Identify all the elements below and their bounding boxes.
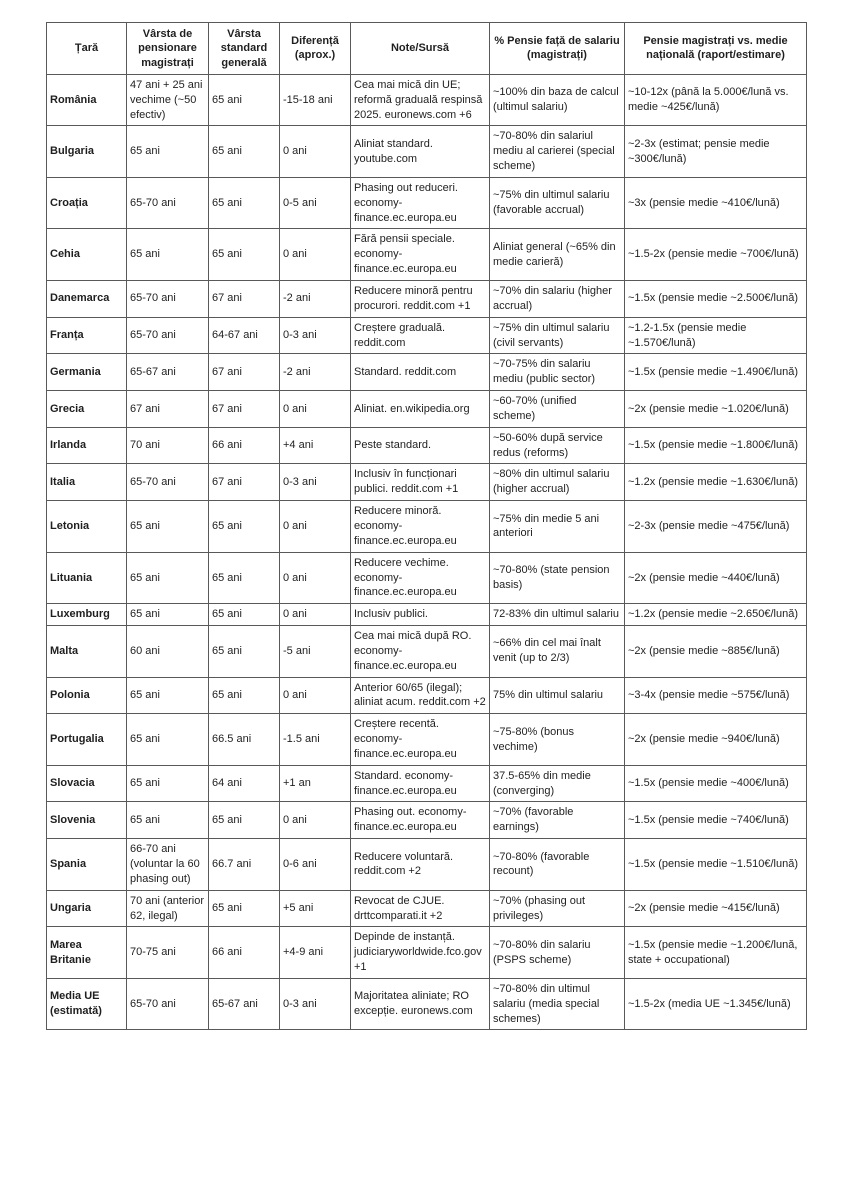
- age-standard-cell: 65 ani: [209, 74, 280, 126]
- age-standard-cell: 65-67 ani: [209, 978, 280, 1030]
- difference-cell: 0 ani: [280, 604, 351, 626]
- country-cell: Irlanda: [47, 427, 127, 464]
- age-standard-cell: 65 ani: [209, 677, 280, 714]
- difference-cell: -5 ani: [280, 626, 351, 678]
- table-row: [47, 74, 807, 126]
- age-standard-cell: 67 ani: [209, 464, 280, 501]
- notes-cell: Fără pensii speciale. economy-finance.ec.europa.eu: [351, 229, 490, 281]
- difference-cell: 0 ani: [280, 677, 351, 714]
- difference-cell: -2 ani: [280, 354, 351, 391]
- column-header: Note/Sursă: [351, 23, 490, 75]
- pension-ratio-cell: ~1.2-1.5x (pensie medie ~1.570€/lună): [625, 317, 807, 354]
- age-standard-cell: 66.7 ani: [209, 839, 280, 891]
- pension-pct-cell: ~70-80% (favorable recount): [490, 839, 625, 891]
- pension-pct-cell: 72-83% din ultimul salariu: [490, 604, 625, 626]
- table-row: [47, 890, 807, 927]
- pension-pct-cell: 75% din ultimul salariu: [490, 677, 625, 714]
- difference-cell: +4-9 ani: [280, 927, 351, 979]
- age-magistrates-cell: 65 ani: [127, 126, 209, 178]
- notes-cell: Phasing out. economy-finance.ec.europa.eu: [351, 802, 490, 839]
- pension-ratio-cell: ~2x (pensie medie ~940€/lună): [625, 714, 807, 766]
- pension-pct-cell: ~70-80% din salariu (PSPS scheme): [490, 927, 625, 979]
- pension-pct-cell: ~60-70% (unified scheme): [490, 391, 625, 428]
- column-header: Vârsta de pensionare magistrați: [127, 23, 209, 75]
- country-cell: Italia: [47, 464, 127, 501]
- notes-cell: Depinde de instanță. judiciaryworldwide.fco.gov +1: [351, 927, 490, 979]
- country-cell: Cehia: [47, 229, 127, 281]
- header-row: [47, 23, 807, 75]
- pension-pct-cell: ~75% din medie 5 ani anteriori: [490, 501, 625, 553]
- table-row: [47, 714, 807, 766]
- column-header: % Pensie față de salariu (magistrați): [490, 23, 625, 75]
- table-row: [47, 427, 807, 464]
- pension-ratio-cell: ~10-12x (până la 5.000€/lună vs. medie ~425€/lună): [625, 74, 807, 126]
- pension-ratio-cell: ~1.5-2x (media UE ~1.345€/lună): [625, 978, 807, 1030]
- table-row: [47, 765, 807, 802]
- age-standard-cell: 66 ani: [209, 927, 280, 979]
- pension-ratio-cell: ~2x (pensie medie ~440€/lună): [625, 552, 807, 604]
- table-row: [47, 839, 807, 891]
- table-row: [47, 978, 807, 1030]
- column-header: Țară: [47, 23, 127, 75]
- country-cell: Danemarca: [47, 281, 127, 318]
- pension-comparison-table: [46, 22, 807, 1030]
- pension-ratio-cell: ~3x (pensie medie ~410€/lună): [625, 177, 807, 229]
- country-cell: Malta: [47, 626, 127, 678]
- country-cell: Marea Britanie: [47, 927, 127, 979]
- table-row: [47, 927, 807, 979]
- age-magistrates-cell: 65 ani: [127, 552, 209, 604]
- difference-cell: 0 ani: [280, 552, 351, 604]
- age-magistrates-cell: 70 ani: [127, 427, 209, 464]
- pension-pct-cell: ~70% (phasing out privileges): [490, 890, 625, 927]
- pension-ratio-cell: ~1.5x (pensie medie ~1.800€/lună): [625, 427, 807, 464]
- difference-cell: +4 ani: [280, 427, 351, 464]
- table-row: [47, 317, 807, 354]
- age-magistrates-cell: 67 ani: [127, 391, 209, 428]
- pension-ratio-cell: ~1.5x (pensie medie ~2.500€/lună): [625, 281, 807, 318]
- pension-ratio-cell: ~1.5x (pensie medie ~400€/lună): [625, 765, 807, 802]
- notes-cell: Inclusiv publici.: [351, 604, 490, 626]
- pension-pct-cell: ~75-80% (bonus vechime): [490, 714, 625, 766]
- notes-cell: Reducere minoră pentru procurori. reddit.com +1: [351, 281, 490, 318]
- age-magistrates-cell: 65 ani: [127, 677, 209, 714]
- table-row: [47, 501, 807, 553]
- country-cell: Slovacia: [47, 765, 127, 802]
- age-magistrates-cell: 47 ani + 25 ani vechime (~50 efectiv): [127, 74, 209, 126]
- difference-cell: -2 ani: [280, 281, 351, 318]
- difference-cell: -1.5 ani: [280, 714, 351, 766]
- country-cell: Germania: [47, 354, 127, 391]
- notes-cell: Peste standard.: [351, 427, 490, 464]
- age-magistrates-cell: 70-75 ani: [127, 927, 209, 979]
- pension-pct-cell: ~75% din ultimul salariu (favorable accrual): [490, 177, 625, 229]
- notes-cell: Creștere graduală. reddit.com: [351, 317, 490, 354]
- pension-pct-cell: ~70-80% din salariul mediu al carierei (special scheme): [490, 126, 625, 178]
- age-standard-cell: 66 ani: [209, 427, 280, 464]
- pension-ratio-cell: ~2-3x (pensie medie ~475€/lună): [625, 501, 807, 553]
- pension-pct-cell: ~70-75% din salariu mediu (public sector): [490, 354, 625, 391]
- age-magistrates-cell: 65 ani: [127, 802, 209, 839]
- age-magistrates-cell: 65-67 ani: [127, 354, 209, 391]
- notes-cell: Reducere minoră. economy-finance.ec.europa.eu: [351, 501, 490, 553]
- pension-ratio-cell: ~2-3x (estimat; pensie medie ~300€/lună): [625, 126, 807, 178]
- age-standard-cell: 65 ani: [209, 126, 280, 178]
- table-row: [47, 626, 807, 678]
- pension-ratio-cell: ~1.5x (pensie medie ~1.510€/lună): [625, 839, 807, 891]
- age-magistrates-cell: 65-70 ani: [127, 281, 209, 318]
- difference-cell: 0 ani: [280, 501, 351, 553]
- age-magistrates-cell: 65-70 ani: [127, 464, 209, 501]
- notes-cell: Revocat de CJUE. drttcomparati.it +2: [351, 890, 490, 927]
- age-standard-cell: 64 ani: [209, 765, 280, 802]
- difference-cell: -15-18 ani: [280, 74, 351, 126]
- age-standard-cell: 67 ani: [209, 281, 280, 318]
- country-cell: Media UE (estimată): [47, 978, 127, 1030]
- pension-pct-cell: Aliniat general (~65% din medie carieră): [490, 229, 625, 281]
- difference-cell: 0 ani: [280, 126, 351, 178]
- notes-cell: Creștere recentă. economy-finance.ec.europa.eu: [351, 714, 490, 766]
- pension-ratio-cell: ~3-4x (pensie medie ~575€/lună): [625, 677, 807, 714]
- country-cell: România: [47, 74, 127, 126]
- notes-cell: Anterior 60/65 (ilegal); aliniat acum. reddit.com +2: [351, 677, 490, 714]
- age-magistrates-cell: 65 ani: [127, 765, 209, 802]
- pension-ratio-cell: ~1.5x (pensie medie ~1.200€/lună, state + occupational): [625, 927, 807, 979]
- country-cell: Grecia: [47, 391, 127, 428]
- country-cell: Spania: [47, 839, 127, 891]
- country-cell: Portugalia: [47, 714, 127, 766]
- difference-cell: 0-5 ani: [280, 177, 351, 229]
- age-standard-cell: 65 ani: [209, 626, 280, 678]
- pension-pct-cell: ~70-80% din ultimul salariu (media special schemes): [490, 978, 625, 1030]
- pension-ratio-cell: ~2x (pensie medie ~1.020€/lună): [625, 391, 807, 428]
- difference-cell: 0-3 ani: [280, 464, 351, 501]
- table-row: [47, 464, 807, 501]
- table-row: [47, 391, 807, 428]
- age-magistrates-cell: 66-70 ani (voluntar la 60 phasing out): [127, 839, 209, 891]
- pension-pct-cell: ~50-60% după service redus (reforms): [490, 427, 625, 464]
- notes-cell: Cea mai mică după RO. economy-finance.ec.europa.eu: [351, 626, 490, 678]
- notes-cell: Aliniat. en.wikipedia.org: [351, 391, 490, 428]
- pension-ratio-cell: ~1.5-2x (pensie medie ~700€/lună): [625, 229, 807, 281]
- notes-cell: Inclusiv în funcționari publici. reddit.com +1: [351, 464, 490, 501]
- column-header: Pensie magistrați vs. medie națională (raport/estimare): [625, 23, 807, 75]
- country-cell: Slovenia: [47, 802, 127, 839]
- notes-cell: Reducere vechime. economy-finance.ec.europa.eu: [351, 552, 490, 604]
- notes-cell: Reducere voluntară. reddit.com +2: [351, 839, 490, 891]
- age-standard-cell: 64-67 ani: [209, 317, 280, 354]
- age-standard-cell: 67 ani: [209, 391, 280, 428]
- table-row: [47, 552, 807, 604]
- pension-pct-cell: 37.5-65% din medie (converging): [490, 765, 625, 802]
- table-row: [47, 354, 807, 391]
- difference-cell: 0 ani: [280, 802, 351, 839]
- country-cell: Ungaria: [47, 890, 127, 927]
- country-cell: Croația: [47, 177, 127, 229]
- difference-cell: 0 ani: [280, 391, 351, 428]
- pension-ratio-cell: ~2x (pensie medie ~885€/lună): [625, 626, 807, 678]
- age-standard-cell: 66.5 ani: [209, 714, 280, 766]
- age-standard-cell: 65 ani: [209, 890, 280, 927]
- column-header: Vârsta standard generală: [209, 23, 280, 75]
- difference-cell: 0-3 ani: [280, 978, 351, 1030]
- difference-cell: 0-6 ani: [280, 839, 351, 891]
- table-row: [47, 802, 807, 839]
- table-row: [47, 677, 807, 714]
- pension-pct-cell: ~70-80% (state pension basis): [490, 552, 625, 604]
- notes-cell: Phasing out reduceri. economy-finance.ec.europa.eu: [351, 177, 490, 229]
- age-magistrates-cell: 65-70 ani: [127, 978, 209, 1030]
- pension-pct-cell: ~70% (favorable earnings): [490, 802, 625, 839]
- table-row: [47, 229, 807, 281]
- age-standard-cell: 65 ani: [209, 177, 280, 229]
- notes-cell: Aliniat standard. youtube.com: [351, 126, 490, 178]
- difference-cell: +5 ani: [280, 890, 351, 927]
- table-row: [47, 126, 807, 178]
- country-cell: Luxemburg: [47, 604, 127, 626]
- difference-cell: 0-3 ani: [280, 317, 351, 354]
- notes-cell: Cea mai mică din UE; reformă graduală respinsă 2025. euronews.com +6: [351, 74, 490, 126]
- table-row: [47, 604, 807, 626]
- country-cell: Franța: [47, 317, 127, 354]
- age-magistrates-cell: 60 ani: [127, 626, 209, 678]
- table-row: [47, 281, 807, 318]
- age-magistrates-cell: 65-70 ani: [127, 317, 209, 354]
- age-standard-cell: 67 ani: [209, 354, 280, 391]
- pension-ratio-cell: ~1.5x (pensie medie ~1.490€/lună): [625, 354, 807, 391]
- pension-ratio-cell: ~1.2x (pensie medie ~2.650€/lună): [625, 604, 807, 626]
- age-magistrates-cell: 65 ani: [127, 604, 209, 626]
- age-standard-cell: 65 ani: [209, 604, 280, 626]
- table-body: [47, 74, 807, 1030]
- pension-pct-cell: ~80% din ultimul salariu (higher accrual): [490, 464, 625, 501]
- age-magistrates-cell: 65 ani: [127, 229, 209, 281]
- pension-ratio-cell: ~2x (pensie medie ~415€/lună): [625, 890, 807, 927]
- age-standard-cell: 65 ani: [209, 229, 280, 281]
- pension-pct-cell: ~70% din salariu (higher accrual): [490, 281, 625, 318]
- age-standard-cell: 65 ani: [209, 552, 280, 604]
- notes-cell: Standard. reddit.com: [351, 354, 490, 391]
- age-magistrates-cell: 65 ani: [127, 501, 209, 553]
- country-cell: Polonia: [47, 677, 127, 714]
- age-magistrates-cell: 65-70 ani: [127, 177, 209, 229]
- age-standard-cell: 65 ani: [209, 501, 280, 553]
- pension-pct-cell: ~66% din cel mai înalt venit (up to 2/3): [490, 626, 625, 678]
- country-cell: Bulgaria: [47, 126, 127, 178]
- pension-pct-cell: ~100% din baza de calcul (ultimul salariu): [490, 74, 625, 126]
- difference-cell: +1 an: [280, 765, 351, 802]
- column-header: Diferență (aprox.): [280, 23, 351, 75]
- table-row: [47, 177, 807, 229]
- age-magistrates-cell: 65 ani: [127, 714, 209, 766]
- country-cell: Lituania: [47, 552, 127, 604]
- difference-cell: 0 ani: [280, 229, 351, 281]
- notes-cell: Majoritatea aliniate; RO excepție. euronews.com: [351, 978, 490, 1030]
- age-standard-cell: 65 ani: [209, 802, 280, 839]
- notes-cell: Standard. economy-finance.ec.europa.eu: [351, 765, 490, 802]
- pension-ratio-cell: ~1.5x (pensie medie ~740€/lună): [625, 802, 807, 839]
- age-magistrates-cell: 70 ani (anterior 62, ilegal): [127, 890, 209, 927]
- pension-ratio-cell: ~1.2x (pensie medie ~1.630€/lună): [625, 464, 807, 501]
- pension-pct-cell: ~75% din ultimul salariu (civil servants): [490, 317, 625, 354]
- country-cell: Letonia: [47, 501, 127, 553]
